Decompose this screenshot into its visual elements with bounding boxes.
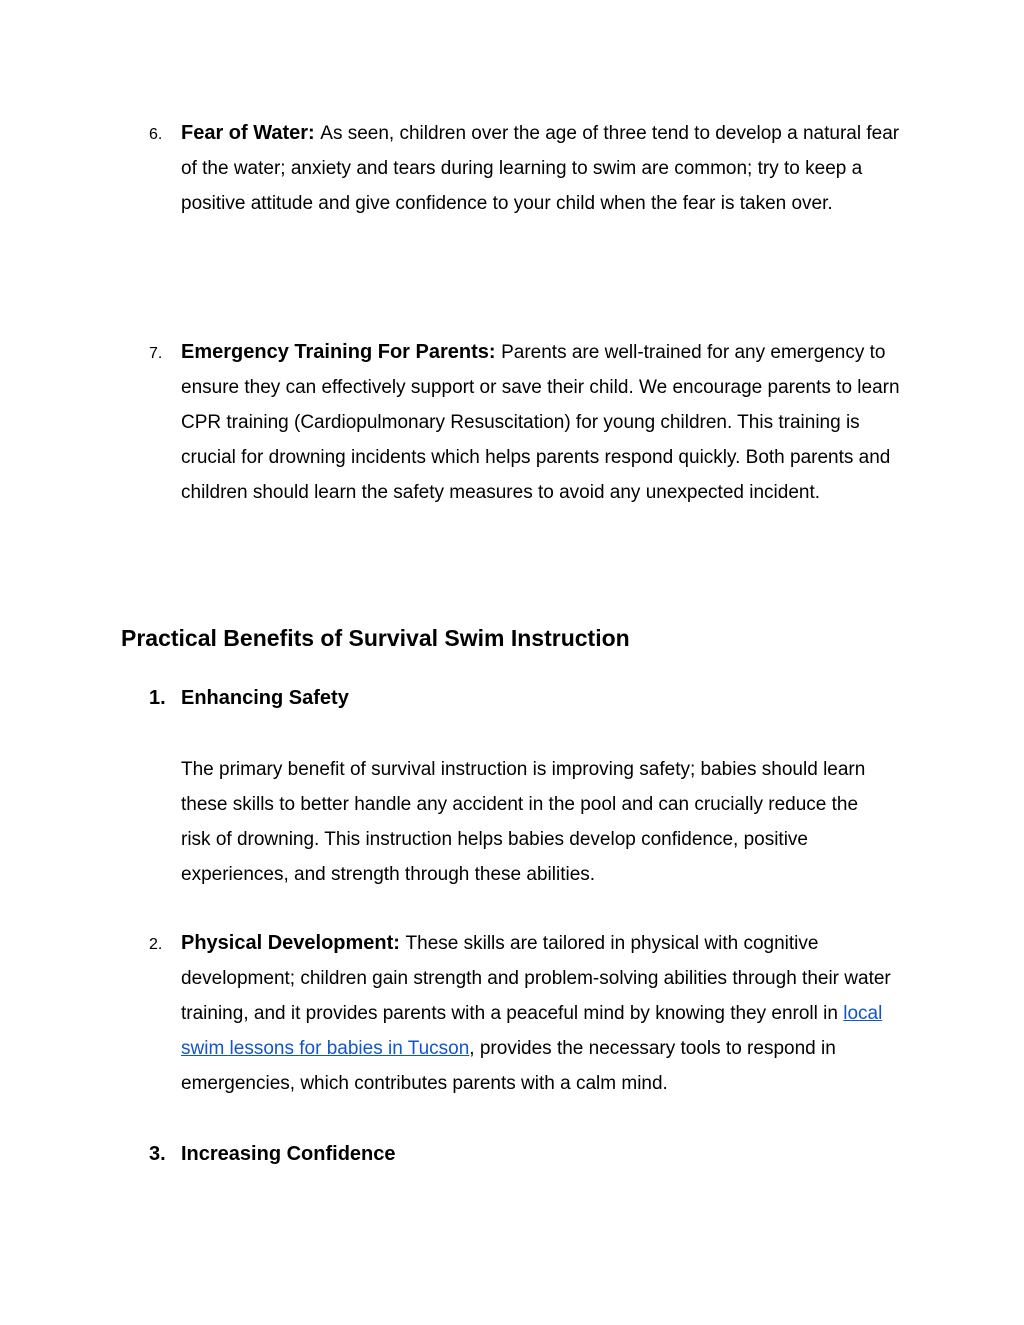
benefit-paragraph-safety: The primary benefit of survival instruction is improving safety; babies should learn these skills to better handle any accident in the pool and can crucially reduce the risk of drowning. This instruction helps babies develop confidence, positive experiences, and strength through these abilities. — [181, 759, 866, 885]
item-text: Parents are well-trained for any emergency to ensure they can effectively support or save their child. We encourage parents to learn CPR training (Cardiopulmonary Resuscitation) for young children. This training is crucial for drowning incidents which helps parents respond quickly. Both parents and children should learn the safety measures to avoid any unexpected incident. — [181, 342, 900, 503]
section-heading: Practical Benefits of Survival Swim Instruction — [121, 625, 630, 651]
list-item-fear-of-water — [149, 116, 911, 221]
benefit-text-before-link: These skills are tailored in physical with cognitive development; children gain strength and problem-solving abilities through their water training, and it provides parents with a peaceful mind by knowing they enroll in — [181, 933, 891, 1024]
benefit-item-enhancing-safety — [149, 681, 911, 716]
benefit-item-physical-development — [149, 926, 911, 1101]
benefit-item-increasing-confidence — [149, 1137, 911, 1172]
benefit-text-after-link: , provides the necessary tools to respond in emergencies, which contributes parents with a calm mind. — [181, 1038, 836, 1094]
benefit-title: Increasing Confidence — [181, 1143, 396, 1165]
list-number: 6. — [149, 126, 163, 143]
item-title: Fear of Water: — [181, 122, 321, 144]
list-number: 7. — [149, 345, 163, 362]
benefit-title: Enhancing Safety — [181, 687, 349, 709]
list-number: 1. — [149, 687, 166, 709]
list-number: 3. — [149, 1143, 166, 1165]
list-item-emergency-training — [149, 335, 911, 510]
item-text: As seen, children over the age of three tend to develop a natural fear of the water; anxiety and tears during learning to swim are common; try to keep a positive attitude and give confidence to your child when the fear is taken over. — [181, 123, 900, 214]
list-number: 2. — [149, 936, 163, 953]
swim-lessons-link[interactable]: local swim lessons for babies in Tucson — [181, 1003, 883, 1059]
benefit-title: Physical Development: — [181, 932, 406, 954]
item-title: Emergency Training For Parents: — [181, 341, 502, 363]
